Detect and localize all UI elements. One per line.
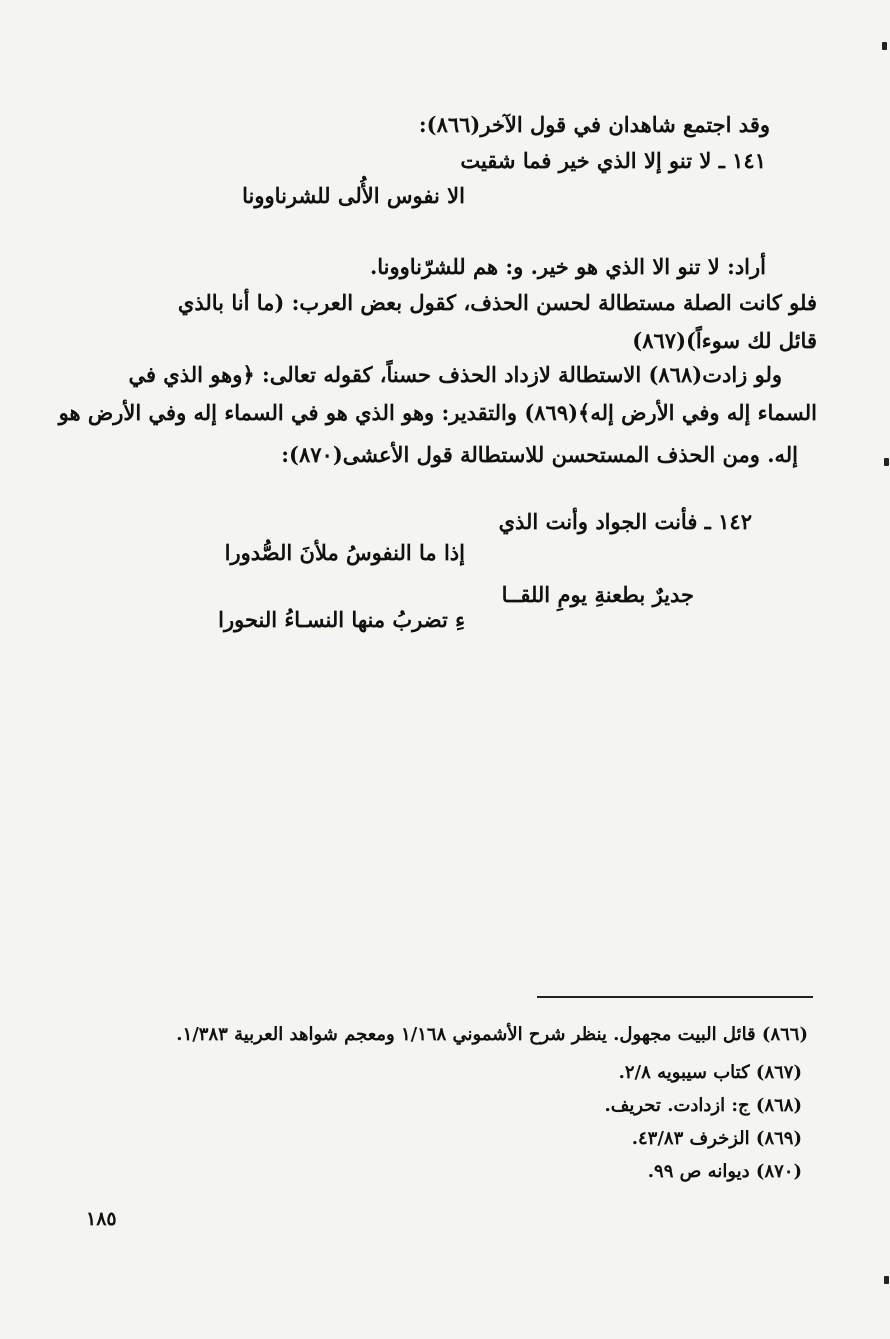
footnote: (٨٧٠) ديوانه ص ٩٩. [647,1161,802,1182]
paragraph-line: السماء إله وفي الأرض إله﴾(٨٦٩) والتقدير: وهو الذي هو في السماء إله وفي الأرض هو [58,400,817,425]
verse-141-second-hemistich: الا نفوس الأُلى للشرناوونا [242,183,465,208]
paragraph-line: قائل لك سوءاً)(٨٦٧) [632,328,817,353]
paragraph-line: فلو كانت الصلة مستطالة لحسن الحذف، كقول بعض العرب: (ما أنا بالذي [177,290,817,315]
paragraph-line: ولو زادت(٨٦٨) الاستطالة لازداد الحذف حسناً، كقوله تعالى: ﴿وهو الذي في [128,362,782,387]
footnote: (٨٦٨) ج: ازدادت. تحريف. [604,1095,802,1116]
page-number: ١٨٥ [86,1208,117,1230]
paragraph-line: أراد: لا تنو الا الذي هو خير. و: هم للشرّناوونا. [369,254,766,279]
scan-edge-mark [884,1276,889,1284]
scan-edge-mark [882,42,887,50]
footnote: (٨٦٦) قائل البيت مجهول. ينظر شرح الأشموني ١/١٦٨ ومعجم شواهد العربية ١/٣٨٣. [176,1024,808,1045]
footnote: (٨٦٧) كتاب سيبويه ٢/٨. [618,1062,802,1083]
paragraph-line: إله. ومن الحذف المستحسن للاستطالة قول الأعشى(٨٧٠): [281,442,798,467]
intro-line: وقد اجتمع شاهدان في قول الآخر(٨٦٦): [418,112,770,137]
footnote: (٨٦٩) الزخرف ٤٣/٨٣. [631,1128,802,1149]
footnote-separator [537,996,813,998]
verse-143-second-hemistich: ءِ تضربُ منها النسـاءُ النحورا [218,607,465,632]
verse-142-first-hemistich: ١٤٢ ـ فأنت الجواد وأنت الذي [498,509,752,534]
verse-142-second-hemistich: إذا ما النفوسُ ملأنَ الصُّدورا [224,540,465,565]
verse-141-first-hemistich: ١٤١ ـ لا تنو إلا الذي خير فما شقيت [460,148,766,173]
scan-edge-mark [884,458,889,466]
verse-143-first-hemistich: جديرٌ بطعنةِ يومِ اللقــا [501,582,694,607]
